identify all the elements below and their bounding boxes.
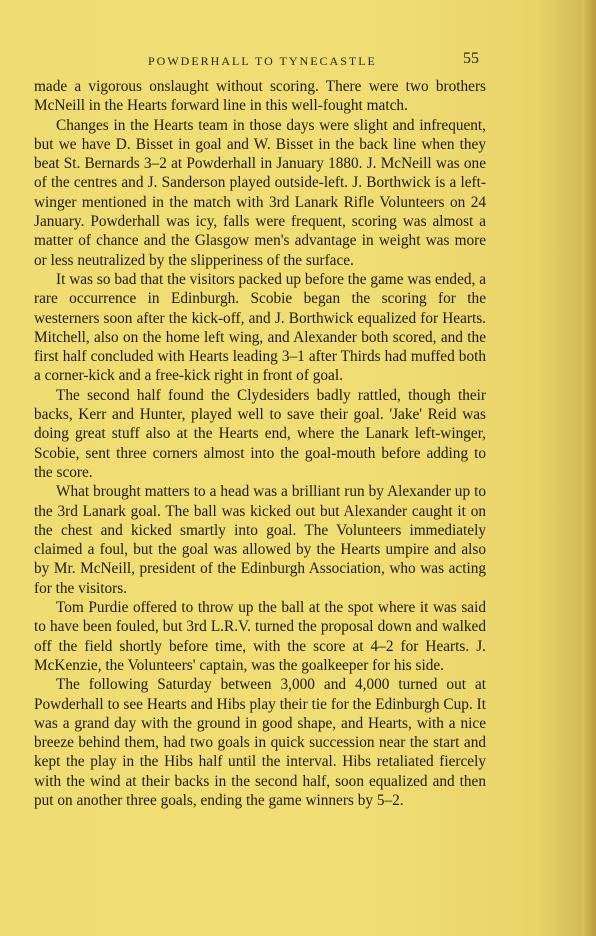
paragraph: Tom Purdie offered to throw up the ball at the spot where it was said to have been fouled, but 3rd L.R.V. turned the proposal down and walked off the field shortly before time, with the score at 4–2 for Hearts. J. McKenzie, the Volunteers' captain, was the goalkeeper for his side. xyxy=(34,599,486,674)
paragraph-continuation: made a vigorous onslaught without scoring. There were two brothers McNeill in the Hearts forward line in this well-fought match. xyxy=(34,78,486,115)
paragraph: What brought matters to a head was a brilliant run by Alexander up to the 3rd Lanark goal. The ball was kicked out but Alexander caught it on the chest and kicked smartly into goal. The Volunteers immediately claimed a foul, but the goal was allowed by the Hearts umpire and also by Mr. McNeill, president of the Edinburgh Association, who was acting for the visitors. xyxy=(34,483,486,597)
running-title: POWDERHALL TO TYNECASTLE xyxy=(148,54,377,68)
paragraph: It was so bad that the visitors packed up before the game was ended, a rare occurrence in Edinburgh. Scobie began the scoring for the westerners soon after the kick-off, and J. Borthwick equalized for Hearts. Mitchell, also on the home left wing, and Alexander both scored, and the first half concluded with Hearts leading 3–1 after Thirds had muffed both a corner-kick and a free-kick right in front of goal. xyxy=(34,270,486,385)
paragraph: Changes in the Hearts team in those days were slight and infrequent, but we have D. Bisset in goal and W. Bisset in the back line when they beat St. Bernards 3–2 at Powderhall in January 1880. J. McNeill was one of the centres and J. Sanderson played outside-left. J. Borthwick is a left-winger mentioned in the match with 3rd Lanark Rifle Volunteers on 24 January. Powderhall was icy, falls were frequent, scoring was almost a matter of chance and the Glasgow men's advantage in weight was more or less neutralized by the slipperiness of the surface. xyxy=(34,116,486,269)
paragraph: The following Saturday between 3,000 and 4,000 turned out at Powderhall to see Hearts and Hibs play their tie for the Edinburgh Cup. It was a grand day with the ground in good shape, and Hearts, with a nice breeze behind them, had two goals in quick succession near the start and kept the play in the Hibs half until the interval. Hibs retaliated fiercely with the wind at their backs in the second half, soon equalized and then put on another three goals, ending the game winners by 5–2. xyxy=(34,676,486,809)
page-header xyxy=(0,50,596,72)
page-edge xyxy=(582,0,596,936)
page-number: 55 xyxy=(463,50,479,67)
paragraph: The second half found the Clydesiders badly rattled, though their backs, Kerr and Hunter, played well to save their goal. 'Jake' Reid was doing great stuff also at the Hearts end, where the Lanark left-winger, Scobie, sent three corners almost into the goal-mouth before adding to the score. xyxy=(34,386,486,481)
body-text xyxy=(34,77,486,810)
